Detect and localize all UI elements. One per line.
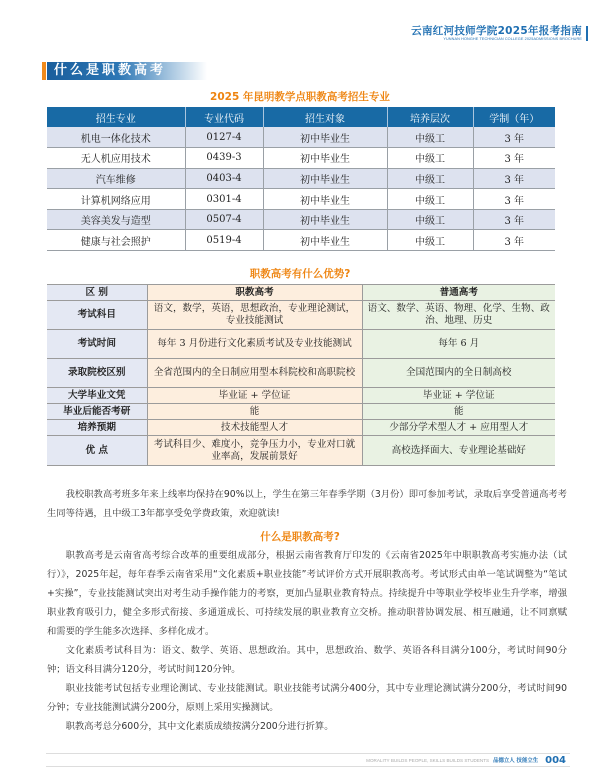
page-footer [46,753,570,767]
what-is-body [47,546,567,736]
cell-category: 考试科目 [47,301,147,330]
cell-level: 中级工 [387,230,473,251]
col-header: 职教高考 [147,285,362,301]
cell-target: 初中毕业生 [263,230,387,251]
cell-general: 语文、数学、英语、物理、化学、生物、政治、地理、历史 [362,301,555,330]
cell-category: 培养预期 [47,420,147,436]
table-row [47,230,555,251]
col-header: 区 别 [47,285,147,301]
cell-duration: 3 年 [473,189,555,210]
cell-level: 中级工 [387,127,473,148]
cell-target: 初中毕业生 [263,209,387,230]
cell-code: 0127-4 [185,127,263,148]
cell-major: 机电一体化技术 [47,127,185,148]
cell-vocational: 毕业证 + 学位证 [147,388,362,404]
cell-vocational: 能 [147,404,362,420]
cell-vocational: 每年 3 月份进行文化素质考试及专业技能测试 [147,330,362,359]
cell-general: 每年 6 月 [362,330,555,359]
table-row [47,301,555,330]
cell-duration: 3 年 [473,127,555,148]
cell-code: 0301-4 [185,189,263,210]
compare-table-caption: 职教高考有什么优势? [249,268,351,280]
brand-title: 云南红河技师学院2025年报考指南 [411,25,582,37]
majors-table [47,107,555,251]
cell-category: 考试时间 [47,330,147,359]
table-row [47,404,555,420]
cell-vocational: 全省范围内的全日制应用型本科院校和高职院校 [147,359,362,388]
brand-header [411,25,582,42]
cell-duration: 3 年 [473,230,555,251]
cell-category: 毕业后能否考研 [47,404,147,420]
col-header: 普通高考 [362,285,555,301]
cell-level: 中级工 [387,209,473,230]
table-row [47,209,555,230]
cell-major: 汽车维修 [47,168,185,189]
compare-table [47,284,555,466]
table-row [47,359,555,388]
section-header [47,62,207,80]
intro-paragraph: 我校职教高考班多年来上线率均保持在90%以上，学生在第三年春季学期（3月份）即可参加考试，录取后享受普通高考考生同等待遇，且中级工3年都享受免学费政策，欢迎就读! [47,489,567,519]
cell-code: 0439-3 [185,148,263,169]
table-row [47,420,555,436]
cell-code: 0507-4 [185,209,263,230]
cell-general: 能 [362,404,555,420]
compare-table-header [47,285,555,301]
cell-major: 美容美发与造型 [47,209,185,230]
cell-target: 初中毕业生 [263,168,387,189]
cell-level: 中级工 [387,189,473,210]
cell-duration: 3 年 [473,148,555,169]
footer-slogan-en: MORALITY BUILDS PEOPLE, SKILLS BUILDS STUDENTS [366,757,490,763]
table-row [47,330,555,359]
table-row [47,168,555,189]
cell-code: 0403-4 [185,168,263,189]
body-paragraph: 职业技能考试包括专业理论测试、专业技能测试。职业技能考试满分400分，其中专业理论测试满分200分，考试时间90分钟；专业技能测试满分200分，原则上采用实操测试。 [47,683,567,713]
cell-general: 全国范围内的全日制高校 [362,359,555,388]
cell-major: 无人机应用技术 [47,148,185,169]
intro-paragraph-block [47,485,567,523]
brand-subtitle: YUNNAN HONGHE TECHNICIAN COLLEGE 2025ADMISSIONS BROCHURE [443,37,582,41]
what-is-title: 什么是职教高考? [260,531,340,543]
table-row [47,189,555,210]
page-number: 004 [545,754,566,766]
col-header: 培养层次 [387,107,473,127]
cell-category: 录取院校区别 [47,359,147,388]
brand-bar [586,26,588,41]
majors-table-header [47,107,555,127]
body-paragraph: 文化素质考试科目为：语文、数学、英语、思想政治。其中，思想政治、数学、英语各科目满分100分，考试时间90分钟；语文科目满分120分，考试时间120分钟。 [47,645,567,675]
col-header: 专业代码 [185,107,263,127]
section-title: 什么是职教高考 [54,63,167,78]
table-row [47,388,555,404]
col-header: 招生专业 [47,107,185,127]
cell-duration: 3 年 [473,168,555,189]
cell-target: 初中毕业生 [263,148,387,169]
cell-category: 大学毕业文凭 [47,388,147,404]
cell-category: 优 点 [47,436,147,466]
table-row [47,148,555,169]
cell-level: 中级工 [387,148,473,169]
cell-general: 毕业证 + 学位证 [362,388,555,404]
table-row [47,127,555,148]
table-row [47,436,555,466]
col-header: 招生对象 [263,107,387,127]
cell-general: 少部分学术型人才 + 应用型人才 [362,420,555,436]
cell-general: 高校选择面大、专业理论基础好 [362,436,555,466]
cell-duration: 3 年 [473,209,555,230]
col-header: 学制（年） [473,107,555,127]
cell-level: 中级工 [387,168,473,189]
cell-major: 计算机网络应用 [47,189,185,210]
body-paragraph: 职教高考是云南省高考综合改革的重要组成部分，根据云南省教育厅印发的《云南省2025年中职职教高考实施办法（试行）》，2025年起，每年春季云南省采用“文化素质+职业技能”考试评价方式开展职教高考。考试形式由单一笔试调整为“笔试+实操”，专业技能测试突出对考生动手操作能力的考察，更加凸显职业教育特点。持续提升中等职业学校毕业生升学率，增强职业教育吸引力，健全多形式衔接、多通道成长、可持续发展的职业教育立交桥。推动职普协调发展、相互融通，让不同禀赋和需要的学生能多次选择、多样化成才。 [47,550,567,637]
cell-target: 初中毕业生 [263,127,387,148]
cell-code: 0519-4 [185,230,263,251]
cell-vocational: 技术技能型人才 [147,420,362,436]
body-paragraph: 职教高考总分600分，其中文化素质成绩按满分200分进行折算。 [65,721,334,732]
cell-vocational: 考试科目少、难度小，竞争压力小，专业对口就业率高，发展前景好 [147,436,362,466]
cell-vocational: 语文，数学，英语，思想政治，专业理论测试，专业技能测试 [147,301,362,330]
majors-table-caption: 2025 年昆明教学点职教高考招生专业 [210,91,390,103]
footer-slogan-cn: 品德立人 技能立生 [493,758,539,764]
cell-target: 初中毕业生 [263,189,387,210]
section-accent-bar [42,62,46,80]
cell-major: 健康与社会照护 [47,230,185,251]
